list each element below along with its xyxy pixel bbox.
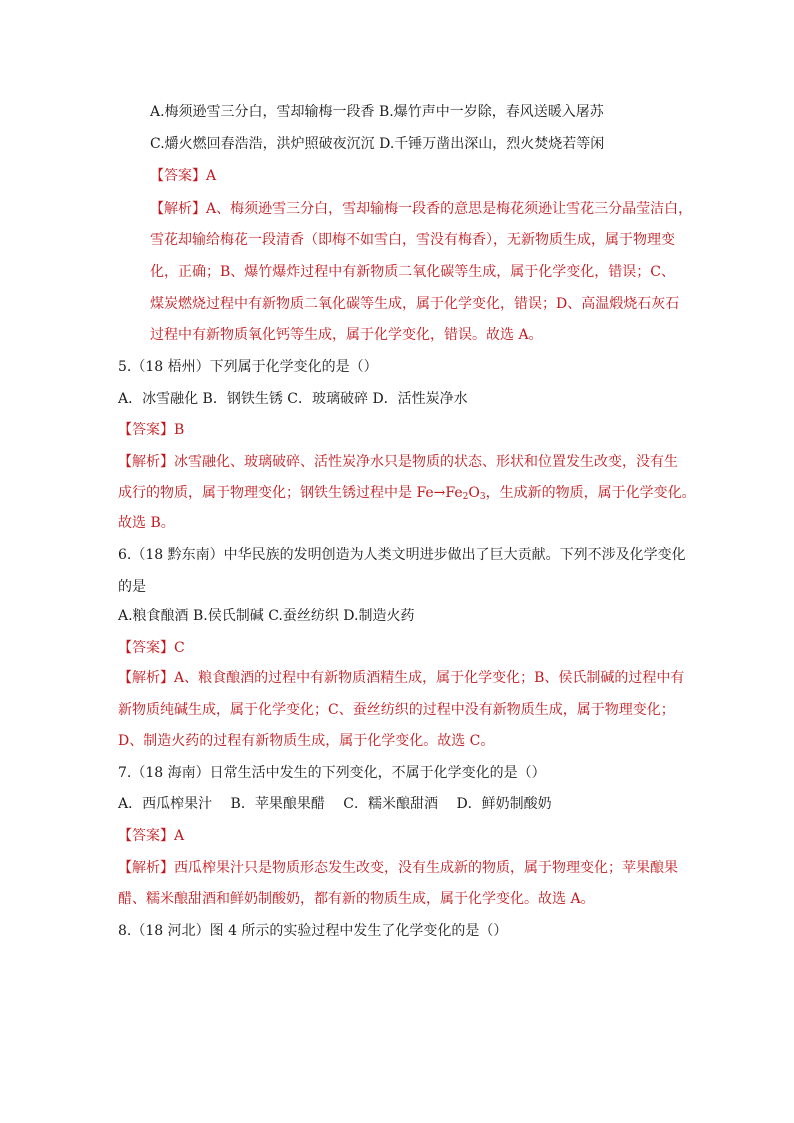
q7-options: A．西瓜榨果汁 B．苹果酿果醋 C．糯米酿甜酒 D．鲜奶制酸奶 [118,796,552,812]
q6-analysis-line-2: 新物质纯碱生成，属于化学变化；C、蚕丝纺织的过程中没有新物质生成，属于物理变化； [118,702,675,718]
q4-analysis-line-5: 过程中有新物质氧化钙等生成，属于化学变化，错误。故选 A。 [150,327,543,343]
q4-answer [150,166,216,186]
q7-analysis-line-2: 醋、糯米酿甜酒和鲜奶制酸奶，都有新的物质生成，属于化学变化。故选 A。 [118,891,595,907]
analysis-text: 成行的物质，属于物理变化；钢铁生锈过程中是 Fe→Fe [118,485,463,501]
analysis-text: 西瓜榨果汁只是物质形态发生改变，没有生成新的物质，属于物理变化；苹果酿果 [174,860,678,876]
q4-analysis-line-3: 化，正确；B、爆竹爆炸过程中有新物质二氧化碳等生成，属于化学变化，错误；C、 [150,264,675,280]
q6-stem-line-2: 的是 [118,579,146,595]
analysis-text: ，生成新的物质，属于化学变化。 [485,485,696,501]
q7-answer [118,826,184,846]
q5-analysis-line-1 [118,452,678,472]
q4-options-line-1: A.梅须逊雪三分白，雪却输梅一段香 B.爆竹声中一岁除，春风送暖入屠苏 [150,104,604,120]
answer-tag: 【答案】 [118,422,174,438]
q7-stem: 7.（18 海南）日常生活中发生的下列变化，不属于化学变化的是（） [118,765,546,781]
q6-analysis-line-3: D、制造火药的过程有新物质生成，属于化学变化。故选 C。 [118,733,495,749]
analysis-text: A、梅须逊雪三分白，雪却输梅一段香的意思是梅花须逊让雪花三分晶莹洁白， [206,201,693,217]
answer-value: A [174,828,185,844]
analysis-text: 冰雪融化、玻璃破碎、活性炭净水只是物质的状态、形状和位置发生改变，没有生 [174,454,678,470]
q4-analysis-line-4: 煤炭燃烧过程中有新物质二氧化碳等生成，属于化学变化，错误；D、高温煅烧石灰石 [150,296,680,312]
analysis-tag: 【解析】 [118,860,174,876]
q4-analysis-line-1 [150,199,692,219]
subscript: 3 [479,492,486,502]
analysis-text: O [468,485,480,501]
analysis-tag: 【解析】 [118,454,174,470]
answer-value: A [206,168,217,184]
q5-analysis-line-2 [118,483,696,507]
q6-stem-line-1: 6.（18 黔东南）中华民族的发明创造为人类文明进步做出了巨大贡献。下列不涉及化学变化 [118,547,686,563]
q6-answer [118,638,185,658]
q4-analysis-line-2: 雪花却输给梅花一段清香（即梅不如雪白，雪没有梅香），无新物质生成，属于物理变 [150,232,675,248]
q7-analysis-line-1 [118,858,678,878]
answer-tag: 【答案】 [150,168,206,184]
q5-answer [118,420,184,440]
subscript: 2 [462,492,469,502]
analysis-text: A、粮食酿酒的过程中有新物质酒精生成，属于化学变化；B、侯氏制碱的过程中有 [174,670,685,686]
answer-value: C [174,640,185,656]
analysis-tag: 【解析】 [118,670,174,686]
q6-analysis-line-1 [118,668,684,688]
q5-options: A．冰雪融化 B．钢铁生锈 C．玻璃破碎 D．活性炭净水 [118,391,468,407]
answer-value: B [174,422,185,438]
q6-options: A.粮食酿酒 B.侯氏制碱 C.蚕丝纺织 D.制造火药 [118,608,415,624]
q4-options-line-2: C.爝火燃回春浩浩，洪炉照破夜沉沉 D.千锤万凿出深山，烈火焚烧若等闲 [150,136,605,152]
q8-stem: 8.（18 河北）图 4 所示的实验过程中发生了化学变化的是（） [118,923,508,939]
answer-tag: 【答案】 [118,828,174,844]
q5-analysis-line-3: 故选 B。 [118,515,175,531]
q5-stem: 5.（18 梧州）下列属于化学变化的是（） [118,359,378,375]
answer-tag: 【答案】 [118,640,174,656]
analysis-tag: 【解析】 [150,201,206,217]
